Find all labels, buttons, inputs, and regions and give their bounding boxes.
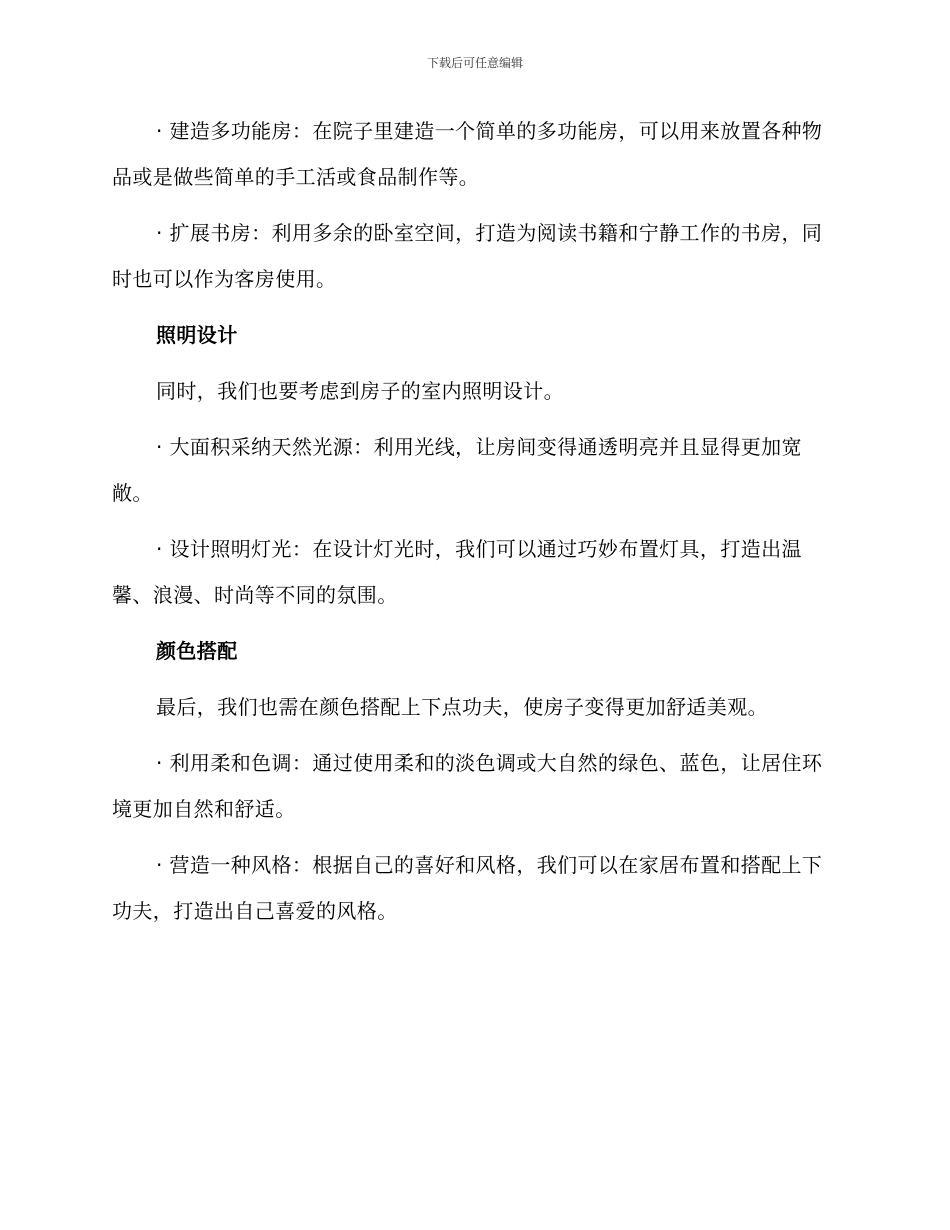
bullet-create-style: · 营造一种风格：根据自己的喜好和风格，我们可以在家居布置和搭配上下功夫，打造出自己喜爱的风格。 — [112, 853, 823, 923]
lighting-intro: 同时，我们也要考虑到房子的室内照明设计。 — [156, 379, 564, 403]
color-intro: 最后，我们也需在颜色搭配上下点功夫，使房子变得更加舒适美观。 — [156, 695, 768, 719]
bullet-natural-light: · 大面积采纳天然光源：利用光线，让房间变得通透明亮并且显得更加宽敞。 — [112, 435, 802, 505]
bullet-expand-study: · 扩展书房：利用多余的卧室空间，打造为阅读书籍和宁静工作的书房，同时也可以作为客房使用。 — [112, 221, 823, 291]
heading-color-matching: 颜色搭配 — [156, 639, 238, 663]
bullet-soft-tones: · 利用柔和色调：通过使用柔和的淡色调或大自然的绿色、蓝色，让居住环境更加自然和舒适。 — [112, 751, 823, 821]
header-note: 下载后可任意编辑 — [426, 56, 523, 70]
document-body — [112, 108, 824, 944]
bullet-lighting-fixtures: · 设计照明灯光：在设计灯光时，我们可以通过巧妙布置灯具，打造出温馨、浪漫、时尚等不同的氛围。 — [112, 537, 802, 607]
bullet-multifunction-room: · 建造多功能房：在院子里建造一个简单的多功能房，可以用来放置各种物品或是做些简单的手工活或食品制作等。 — [112, 119, 823, 189]
heading-lighting-design: 照明设计 — [156, 323, 238, 347]
